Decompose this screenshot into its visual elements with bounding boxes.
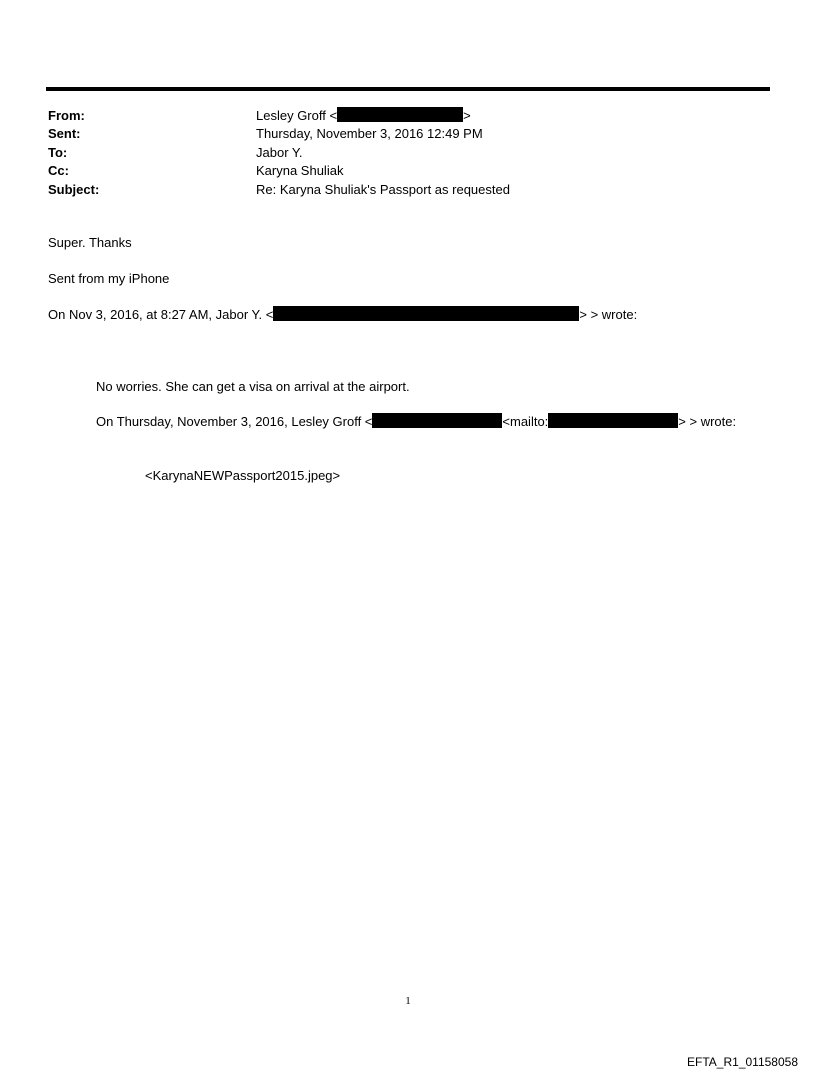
subject-row [48, 181, 510, 199]
header-divider [46, 87, 770, 91]
quote2-suffix: > > wrote: [678, 414, 737, 429]
redaction-bar [337, 107, 463, 122]
from-value [256, 107, 471, 125]
email-header [48, 107, 510, 199]
quote1-prefix: On Nov 3, 2016, at 8:27 AM, Jabor Y. < [48, 307, 274, 322]
page-number: 1 [405, 995, 411, 1007]
cc-row [48, 162, 510, 180]
quote2-prefix: On Thursday, November 3, 2016, Lesley Groff < [96, 414, 373, 429]
from-close: > [463, 108, 471, 123]
subject-value: Re: Karyna Shuliak's Passport as requested [256, 181, 510, 197]
body-line-signature: Sent from my iPhone [48, 271, 170, 286]
to-row [48, 144, 510, 162]
from-row [48, 107, 510, 125]
quote-header-1 [48, 306, 637, 324]
from-name: Lesley Groff < [256, 108, 338, 123]
reply-text: No worries. She can get a visa on arrival at the airport. [96, 379, 410, 394]
from-label: From: [48, 108, 85, 123]
attachment-name: <KarynaNEWPassport2015.jpeg> [145, 468, 341, 483]
sent-row [48, 125, 510, 143]
redaction-bar [273, 306, 579, 321]
cc-label: Cc: [48, 163, 69, 179]
redaction-bar [372, 413, 502, 428]
quote1-suffix: > > wrote: [579, 307, 638, 322]
cc-value: Karyna Shuliak [256, 163, 344, 179]
redaction-bar [548, 413, 678, 428]
quote-header-2 [96, 413, 736, 431]
body-line-thanks: Super. Thanks [48, 235, 132, 250]
sent-label: Sent: [48, 126, 81, 142]
document-id: EFTA_R1_01158058 [687, 1055, 798, 1069]
quote2-mid: <mailto: [502, 414, 549, 429]
to-label: To: [48, 144, 68, 160]
sent-value: Thursday, November 3, 2016 12:49 PM [256, 126, 483, 142]
subject-label: Subject: [48, 181, 100, 197]
to-value: Jabor Y. [256, 144, 303, 160]
